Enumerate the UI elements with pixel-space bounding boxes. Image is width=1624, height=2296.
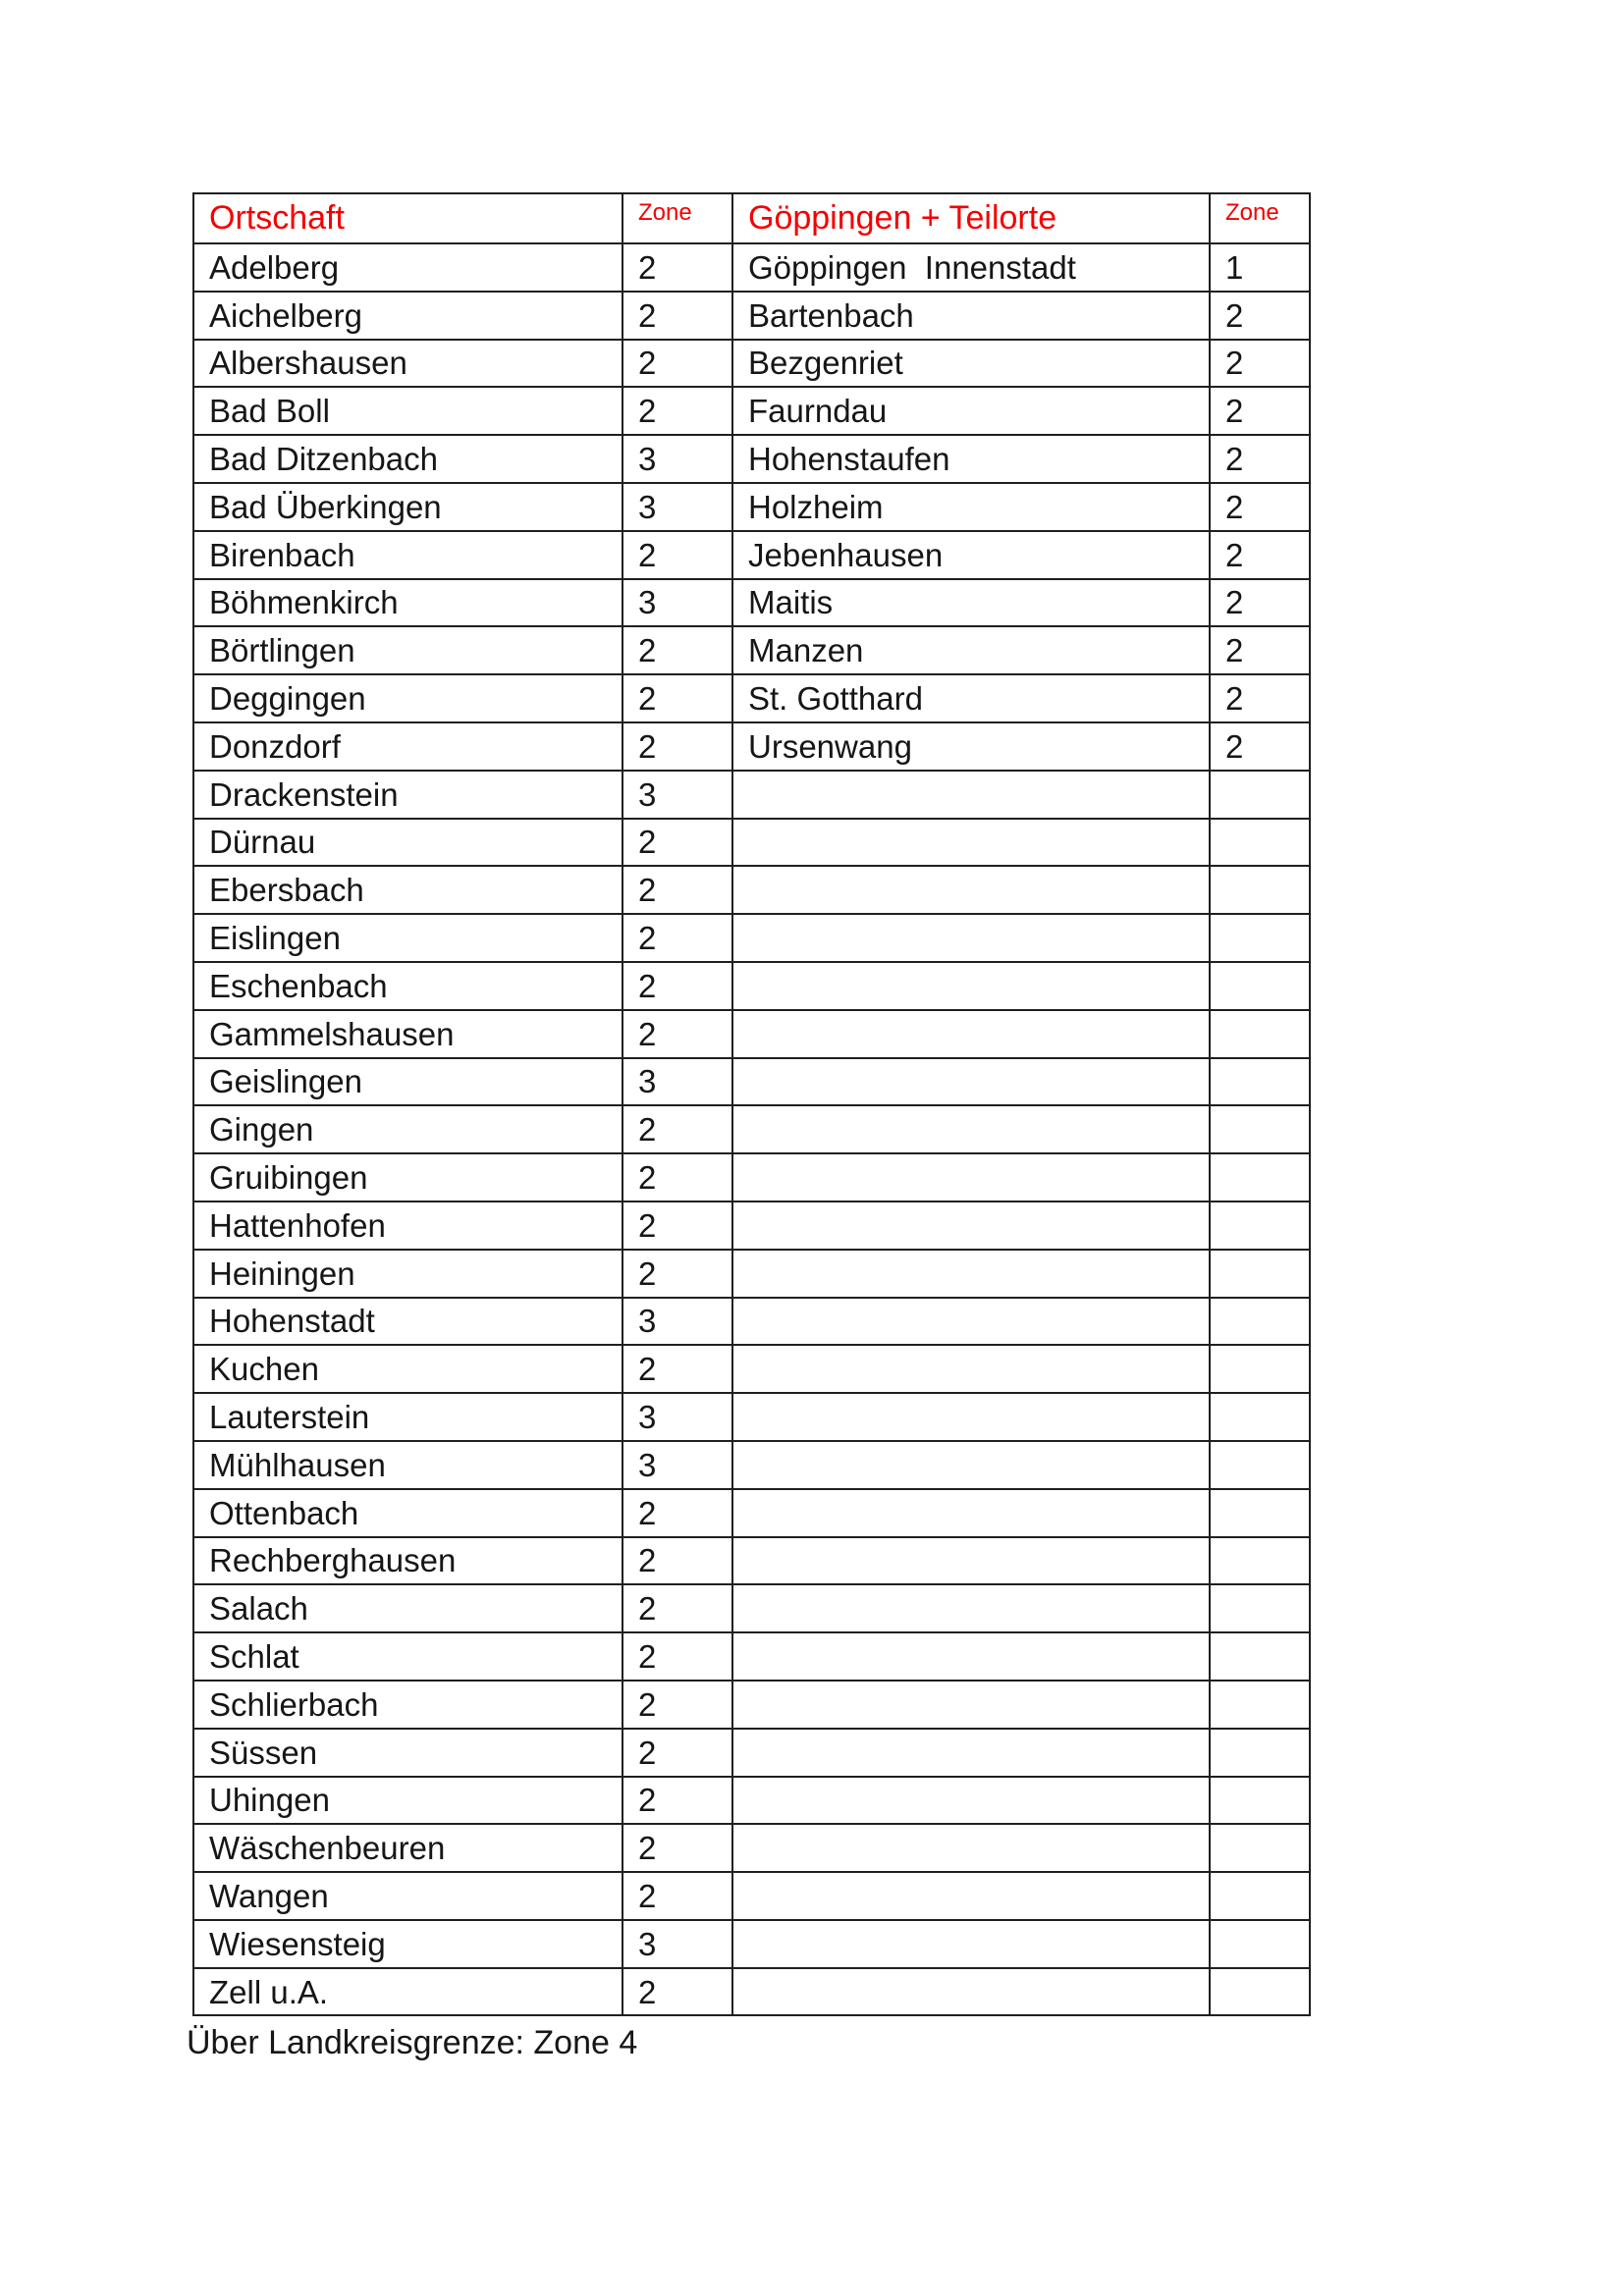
teilort-cell: Manzen: [732, 626, 1210, 674]
teilort-cell: Ursenwang: [732, 722, 1210, 771]
table-row: [193, 1872, 1310, 1920]
zone-cell: 2: [623, 1537, 732, 1585]
teilort-zone-cell: [1210, 1777, 1310, 1825]
table-row: [193, 962, 1310, 1010]
ortschaft-cell: Dürnau: [193, 819, 623, 867]
table-row: [193, 1298, 1310, 1346]
ortschaft-cell: Süssen: [193, 1729, 623, 1777]
ortschaft-cell: Wiesensteig: [193, 1920, 623, 1968]
teilort-cell: [732, 1105, 1210, 1153]
ortschaft-cell: Schlierbach: [193, 1681, 623, 1729]
table-row: [193, 1441, 1310, 1489]
zone-cell: 2: [623, 1872, 732, 1920]
teilort-zone-cell: [1210, 1537, 1310, 1585]
table-row: [193, 1153, 1310, 1201]
zone-cell: 2: [623, 1153, 732, 1201]
zone-cell: 2: [623, 531, 732, 579]
teilort-zone-cell: [1210, 1824, 1310, 1872]
zone-cell: 2: [623, 1584, 732, 1632]
teilort-cell: [732, 1824, 1210, 1872]
table-row: [193, 387, 1310, 435]
teilort-cell: [732, 1968, 1210, 2016]
table-row: [193, 1010, 1310, 1058]
ortschaft-cell: Zell u.A.: [193, 1968, 623, 2016]
teilort-zone-cell: [1210, 1393, 1310, 1441]
zone-cell: 2: [623, 292, 732, 340]
zone-cell: 3: [623, 1920, 732, 1968]
table-row: [193, 1681, 1310, 1729]
table-row: [193, 243, 1310, 292]
table-row: [193, 771, 1310, 819]
teilort-cell: [732, 1345, 1210, 1393]
ortschaft-cell: Ebersbach: [193, 866, 623, 914]
ortschaft-cell: Heiningen: [193, 1250, 623, 1298]
teilort-cell: [732, 1393, 1210, 1441]
teilort-cell: [732, 962, 1210, 1010]
header-zone-right: Zone: [1210, 193, 1310, 243]
teilort-zone-cell: 2: [1210, 483, 1310, 531]
ortschaft-cell: Deggingen: [193, 674, 623, 722]
ortschaft-cell: Bad Überkingen: [193, 483, 623, 531]
teilort-cell: [732, 1920, 1210, 1968]
teilort-cell: Faurndau: [732, 387, 1210, 435]
teilort-zone-cell: 2: [1210, 292, 1310, 340]
ortschaft-cell: Eislingen: [193, 914, 623, 962]
ortschaft-cell: Hattenhofen: [193, 1201, 623, 1250]
ortschaft-cell: Gammelshausen: [193, 1010, 623, 1058]
zone-cell: 2: [623, 1489, 732, 1537]
teilort-cell: [732, 1584, 1210, 1632]
table-row: [193, 674, 1310, 722]
table-row: [193, 866, 1310, 914]
table-row: [193, 579, 1310, 627]
zone-cell: 2: [623, 1105, 732, 1153]
teilort-zone-cell: [1210, 1153, 1310, 1201]
teilort-cell: Jebenhausen: [732, 531, 1210, 579]
teilort-zone-cell: [1210, 1968, 1310, 2016]
ortschaft-cell: Kuchen: [193, 1345, 623, 1393]
teilort-cell: [732, 1681, 1210, 1729]
ortschaft-cell: Ottenbach: [193, 1489, 623, 1537]
table-row: [193, 435, 1310, 483]
table-body: [193, 243, 1310, 2015]
teilort-zone-cell: 2: [1210, 435, 1310, 483]
teilort-zone-cell: [1210, 1489, 1310, 1537]
ortschaft-cell: Mühlhausen: [193, 1441, 623, 1489]
teilort-cell: [732, 1010, 1210, 1058]
teilort-cell: Hohenstaufen: [732, 435, 1210, 483]
teilort-cell: Bezgenriet: [732, 340, 1210, 388]
teilort-zone-cell: 2: [1210, 531, 1310, 579]
ortschaft-cell: Donzdorf: [193, 722, 623, 771]
teilort-cell: [732, 1489, 1210, 1537]
teilort-zone-cell: 2: [1210, 674, 1310, 722]
table-row: [193, 1058, 1310, 1106]
teilort-cell: St. Gotthard: [732, 674, 1210, 722]
teilort-cell: [732, 1537, 1210, 1585]
table-row: [193, 292, 1310, 340]
table-row: [193, 1489, 1310, 1537]
teilort-cell: [732, 1777, 1210, 1825]
zone-cell: 2: [623, 1345, 732, 1393]
ortschaft-cell: Albershausen: [193, 340, 623, 388]
zone-cell: 2: [623, 819, 732, 867]
zone-cell: 2: [623, 722, 732, 771]
teilort-cell: Holzheim: [732, 483, 1210, 531]
ortschaft-cell: Adelberg: [193, 243, 623, 292]
teilort-cell: [732, 866, 1210, 914]
zone-cell: 3: [623, 579, 732, 627]
table-row: [193, 722, 1310, 771]
zone-cell: 2: [623, 340, 732, 388]
teilort-zone-cell: [1210, 962, 1310, 1010]
table-row: [193, 531, 1310, 579]
teilort-zone-cell: [1210, 1298, 1310, 1346]
ortschaft-cell: Lauterstein: [193, 1393, 623, 1441]
zone-cell: 2: [623, 1010, 732, 1058]
table-row: [193, 1968, 1310, 2016]
teilort-zone-cell: [1210, 1872, 1310, 1920]
ortschaft-cell: Gruibingen: [193, 1153, 623, 1201]
ortschaft-cell: Börtlingen: [193, 626, 623, 674]
table-row: [193, 1824, 1310, 1872]
ortschaft-cell: Bad Ditzenbach: [193, 435, 623, 483]
zone-cell: 2: [623, 1201, 732, 1250]
zone-cell: 2: [623, 1777, 732, 1825]
teilort-cell: [732, 1153, 1210, 1201]
teilort-zone-cell: [1210, 1250, 1310, 1298]
teilort-zone-cell: [1210, 819, 1310, 867]
teilort-zone-cell: [1210, 866, 1310, 914]
ortschaft-cell: Eschenbach: [193, 962, 623, 1010]
teilort-zone-cell: [1210, 771, 1310, 819]
teilort-cell: [732, 1058, 1210, 1106]
zone-cell: 2: [623, 1824, 732, 1872]
zone-cell: 3: [623, 1441, 732, 1489]
teilort-cell: Göppingen Innenstadt: [732, 243, 1210, 292]
ortschaft-cell: Hohenstadt: [193, 1298, 623, 1346]
teilort-cell: [732, 1632, 1210, 1681]
ortschaft-cell: Birenbach: [193, 531, 623, 579]
zone-cell: 2: [623, 1729, 732, 1777]
teilort-zone-cell: [1210, 1010, 1310, 1058]
zone-cell: 2: [623, 962, 732, 1010]
teilort-cell: [732, 1201, 1210, 1250]
zone-table: [192, 192, 1311, 2016]
zone-cell: 2: [623, 914, 732, 962]
header-ortschaft: Ortschaft: [193, 193, 623, 243]
teilort-zone-cell: [1210, 1345, 1310, 1393]
zone-cell: 2: [623, 1632, 732, 1681]
ortschaft-cell: Wangen: [193, 1872, 623, 1920]
zone-cell: 2: [623, 1681, 732, 1729]
table-row: [193, 1584, 1310, 1632]
teilort-zone-cell: [1210, 1920, 1310, 1968]
teilort-zone-cell: 2: [1210, 626, 1310, 674]
zone-cell: 3: [623, 1058, 732, 1106]
teilort-cell: [732, 1298, 1210, 1346]
table-row: [193, 1729, 1310, 1777]
teilort-cell: [732, 1441, 1210, 1489]
ortschaft-cell: Böhmenkirch: [193, 579, 623, 627]
header-zone-left: Zone: [623, 193, 732, 243]
ortschaft-cell: Drackenstein: [193, 771, 623, 819]
header-goeppingen: Göppingen + Teilorte: [732, 193, 1210, 243]
zone-cell: 2: [623, 626, 732, 674]
zone-cell: 3: [623, 771, 732, 819]
ortschaft-cell: Wäschenbeuren: [193, 1824, 623, 1872]
teilort-cell: Bartenbach: [732, 292, 1210, 340]
table-row: [193, 1920, 1310, 1968]
teilort-zone-cell: 2: [1210, 340, 1310, 388]
table-row: [193, 340, 1310, 388]
table-row: [193, 1250, 1310, 1298]
zone-cell: 2: [623, 1250, 732, 1298]
zone-cell: 3: [623, 483, 732, 531]
ortschaft-cell: Schlat: [193, 1632, 623, 1681]
teilort-zone-cell: [1210, 1201, 1310, 1250]
teilort-cell: [732, 1872, 1210, 1920]
zone-cell: 2: [623, 866, 732, 914]
table-row: [193, 1632, 1310, 1681]
teilort-zone-cell: [1210, 1058, 1310, 1106]
zone-cell: 2: [623, 387, 732, 435]
zone-cell: 3: [623, 1298, 732, 1346]
teilort-zone-cell: 2: [1210, 722, 1310, 771]
teilort-zone-cell: [1210, 914, 1310, 962]
teilort-cell: [732, 819, 1210, 867]
header-row: [193, 193, 1310, 243]
teilort-zone-cell: 1: [1210, 243, 1310, 292]
table-row: [193, 914, 1310, 962]
teilort-zone-cell: [1210, 1632, 1310, 1681]
table-row: [193, 626, 1310, 674]
teilort-zone-cell: [1210, 1584, 1310, 1632]
table-row: [193, 1105, 1310, 1153]
table-row: [193, 1777, 1310, 1825]
zone-cell: 2: [623, 674, 732, 722]
ortschaft-cell: Uhingen: [193, 1777, 623, 1825]
teilort-zone-cell: [1210, 1105, 1310, 1153]
teilort-zone-cell: [1210, 1441, 1310, 1489]
table-row: [193, 1201, 1310, 1250]
ortschaft-cell: Aichelberg: [193, 292, 623, 340]
teilort-cell: [732, 914, 1210, 962]
zone-cell: 2: [623, 1968, 732, 2016]
teilort-zone-cell: [1210, 1729, 1310, 1777]
table-row: [193, 1345, 1310, 1393]
table-row: [193, 819, 1310, 867]
teilort-cell: Maitis: [732, 579, 1210, 627]
table-row: [193, 1393, 1310, 1441]
teilort-zone-cell: 2: [1210, 387, 1310, 435]
teilort-cell: [732, 771, 1210, 819]
table-row: [193, 483, 1310, 531]
zone-cell: 3: [623, 1393, 732, 1441]
teilort-zone-cell: [1210, 1681, 1310, 1729]
footer-note: Über Landkreisgrenze: Zone 4: [187, 2024, 638, 2061]
ortschaft-cell: Salach: [193, 1584, 623, 1632]
teilort-zone-cell: 2: [1210, 579, 1310, 627]
ortschaft-cell: Geislingen: [193, 1058, 623, 1106]
table-row: [193, 1537, 1310, 1585]
zone-cell: 2: [623, 243, 732, 292]
teilort-cell: [732, 1729, 1210, 1777]
zone-cell: 3: [623, 435, 732, 483]
teilort-cell: [732, 1250, 1210, 1298]
ortschaft-cell: Bad Boll: [193, 387, 623, 435]
ortschaft-cell: Gingen: [193, 1105, 623, 1153]
ortschaft-cell: Rechberghausen: [193, 1537, 623, 1585]
